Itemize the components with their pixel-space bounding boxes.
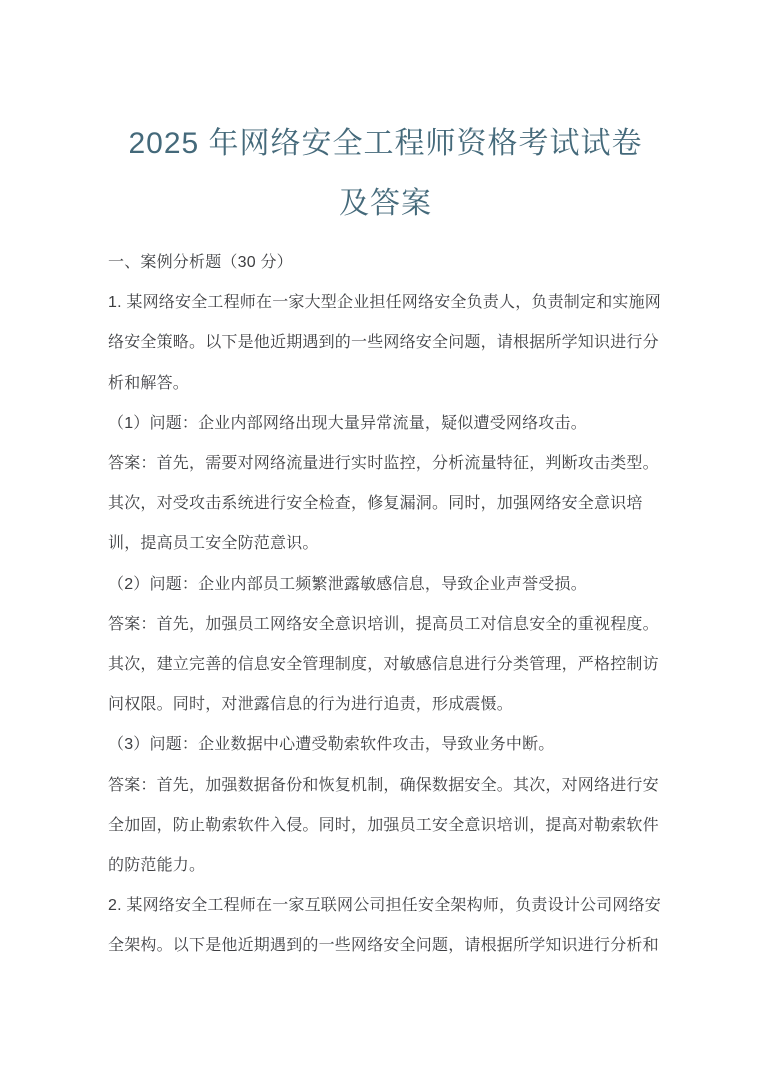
- paragraph-line: 其次，建立完善的信息安全管理制度，对敏感信息进行分类管理，严格控制访: [108, 656, 659, 674]
- document-body: [108, 243, 663, 967]
- paragraph: [108, 283, 663, 404]
- paragraph-line: 析和解答。: [108, 374, 190, 392]
- section-heading: 一、案例分析题（30 分）: [108, 254, 293, 271]
- paragraph-line: 答案：首先，加强数据备份和恢复机制，确保数据安全。其次，对网络进行安: [108, 776, 659, 794]
- paragraph-line: （3）问题：企业数据中心遭受勒索软件攻击，导致业务中断。: [108, 736, 555, 754]
- paragraphs-container: [108, 283, 663, 966]
- paragraph-line: 答案：首先，加强员工网络安全意识培训，提高员工对信息安全的重视程度。: [108, 615, 659, 633]
- paragraph-line: 其次，对受攻击系统进行安全检查，修复漏洞。同时，加强网络安全意识培: [108, 495, 643, 513]
- document-title: [108, 114, 663, 234]
- paragraph: [108, 766, 663, 887]
- paragraph-line: 2. 某网络安全工程师在一家互联网公司担任安全架构师，负责设计公司网络安: [108, 897, 661, 915]
- paragraph-line: 络安全策略。以下是他近期遇到的一些网络安全问题，请根据所学知识进行分: [108, 334, 659, 352]
- paragraph: [108, 725, 663, 765]
- paragraph-line: 答案：首先，需要对网络流量进行实时监控，分析流量特征，判断攻击类型。: [108, 455, 659, 473]
- paragraph: [108, 444, 663, 565]
- paragraph: [108, 886, 663, 966]
- paragraph-line: 问权限。同时，对泄露信息的行为进行追责，形成震慑。: [108, 696, 514, 714]
- paragraph: [108, 605, 663, 726]
- paragraph-line: 全加固，防止勒索软件入侵。同时，加强员工安全意识培训，提高对勒索软件: [108, 816, 659, 834]
- paragraph-line: 全架构。以下是他近期遇到的一些网络安全问题，请根据所学知识进行分析和: [108, 937, 659, 955]
- paragraph: [108, 565, 663, 605]
- document-title-line-2: 及答案: [339, 187, 432, 220]
- paragraph-line: 1. 某网络安全工程师在一家大型企业担任网络安全负责人，负责制定和实施网: [108, 294, 661, 312]
- paragraph-line: 的防范能力。: [108, 857, 206, 875]
- document-title-line-1: 2025 年网络安全工程师资格考试试卷: [128, 127, 643, 160]
- paragraph-line: （1）问题：企业内部网络出现大量异常流量，疑似遭受网络攻击。: [108, 414, 587, 432]
- paragraph-line: 训，提高员工安全防范意识。: [108, 535, 319, 553]
- paragraph: [108, 404, 663, 444]
- paragraph-line: （2）问题：企业内部员工频繁泄露敏感信息，导致企业声誉受损。: [108, 575, 587, 593]
